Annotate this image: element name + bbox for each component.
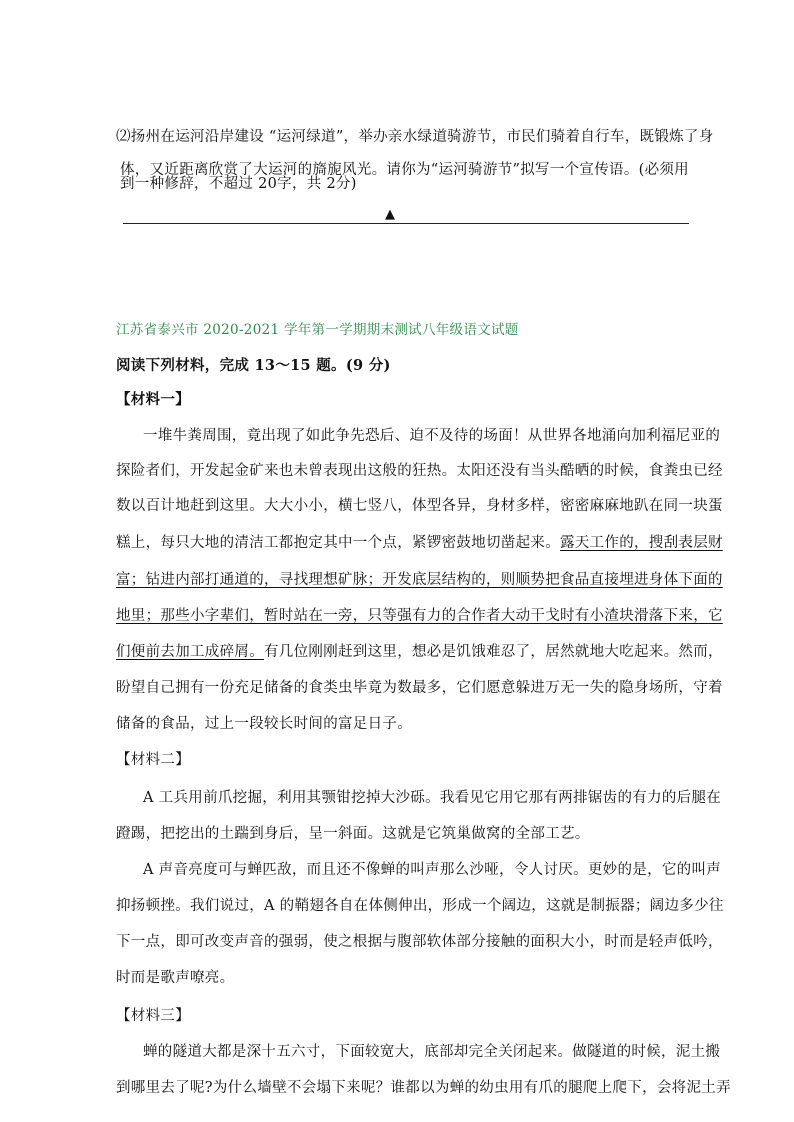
material-2-line: A 声音亮度可与蝉匹敌，而且还不像蝉的叫声那么沙哑，令人讨厌。更妙的是，它的叫声: [143, 862, 722, 878]
material-1-underlined-line: 富；钻进内部打通道的，寻找理想矿脉；开发底层结构的，则顺势把食品直接埋进身体下面的: [116, 572, 723, 588]
material-1-line: 数以百计地赶到这里。大大小小，横七竖八，体型各异，身材多样，密密麻麻地趴在同一块蛋: [116, 498, 723, 514]
material-1-underlined-text: 们便前去加工成碎屑。: [116, 644, 264, 660]
material-3-line: 到哪里去了呢?为什么墙壁不会塌下来呢？谁都以为蝉的幼虫用有爪的腿爬上爬下，会将泥土弄: [116, 1080, 731, 1096]
material-2-line: 蹬踢，把挖出的土踹到身后，呈一斜面。这就是它筑巢做窝的全部工艺。: [116, 826, 590, 842]
material-1-line: 探险者们，开发起金矿来也未曾表现出这般的狂热。太阳还没有当头酷晒的时候，食粪虫已经: [116, 463, 723, 479]
material-1-line: 一堆牛粪周围，竟出现了如此争先恐后、迫不及待的场面！从世界各地涌向加利福尼亚的: [143, 428, 721, 444]
material-1-label: 【材料一】: [116, 391, 190, 408]
source-title: 江苏省泰兴市 2020-2021 学年第一学期期末测试八年级语文试题: [116, 322, 519, 338]
answer-line: [123, 223, 689, 224]
question-2-line-2: 体，又近距离欣赏了大运河的旖旎风光。请你为“运河骑游节”拟写一个宣传语。(必须用: [120, 162, 689, 178]
material-1-line: [116, 531, 723, 552]
material-2-line: A 工兵用前爪挖掘，利用其颚钳挖掉大沙砾。我看见它用它那有两排锯齿的有力的后腿在: [143, 790, 722, 806]
material-1-line: 储备的食品，过上一段较长时间的富足日子。: [116, 716, 412, 732]
material-2-line: 抑扬顿挫。我们说过，A 的鞘翅各自在体侧伸出，形成一个阔边，这就是制振器；阔边多少往: [116, 898, 724, 914]
material-1-underlined-text: 露天工作的，搜刮表层财: [560, 535, 723, 551]
material-1-underlined-line: 地里；那些小字辈们，暂时站在一旁，只等强有力的合作者大动干戈时有小渣块滑落下来，它: [116, 608, 723, 624]
material-1-line: 盼望自己拥有一份充足储备的食类虫毕竟为数最多，它们愿意躲进万无一失的隐身场所，守着: [116, 680, 723, 696]
question-2-line-1: ⑵扬州在运河沿岸建设 “运河绿道”，举办亲水绿道骑游节，市民们骑着自行车，既锻炼了身: [116, 129, 714, 145]
material-2-line: 时而是歌声嘹亮。: [116, 970, 235, 986]
question-2-line-3: 到一种修辞，不超过 20字，共 2分): [120, 176, 357, 192]
material-1-plain-text: 有几位刚刚赶到这里，想必是饥饿难忍了，居然就地大吃起来。然而，: [264, 644, 723, 660]
material-1-line: [116, 640, 723, 661]
instruction: 阅读下列材料，完成 13～15 题。(9 分): [116, 357, 391, 374]
material-1-plain-text: 糕上，每只大地的清洁工都抱定其中一个点，紧锣密鼓地切凿起来。: [116, 535, 560, 551]
answer-marker: ▲: [385, 207, 395, 222]
material-2-label: 【材料二】: [116, 752, 190, 768]
material-3-line: 蝉的隧道大都是深十五六寸，下面较宽大，底部却完全关闭起来。做隧道的时候，泥土搬: [143, 1044, 721, 1060]
material-3-label: 【材料三】: [116, 1008, 190, 1024]
material-2-line: 下一点，即可改变声音的强弱，使之根据与腹部软体部分接触的面积大小，时而是轻声低吟，: [116, 934, 723, 950]
